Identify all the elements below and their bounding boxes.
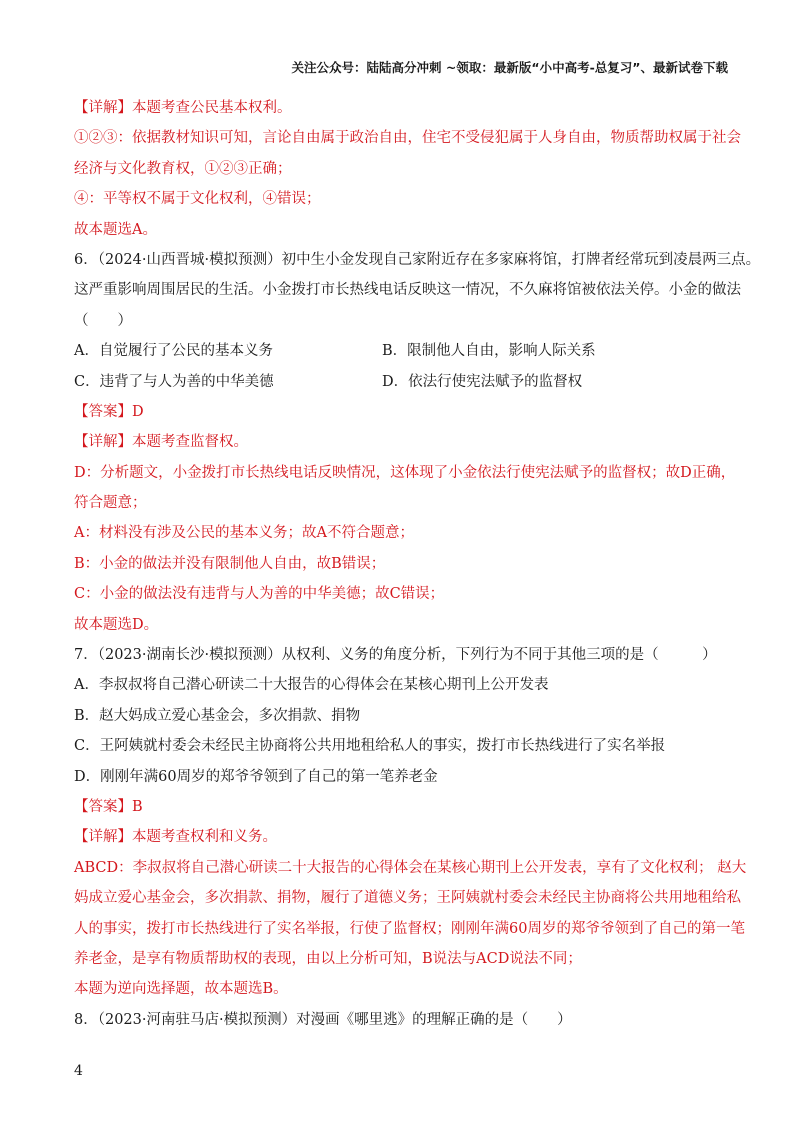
q7-explain-2: 妈成立爱心基金会，多次捐款、捐物，履行了道德义务；王阿姨就村委会未经民主协商将公共用地租给私 (74, 890, 741, 907)
page-number: 4 (74, 1063, 83, 1079)
q6-stem-2: 这严重影响周围居民的生活。小金拨打市长热线电话反映这一情况，不久麻将馆被依法关停。小金的做法 (74, 282, 741, 299)
q6-option-a: A．自觉履行了公民的基本义务 (74, 343, 273, 360)
q7-explain-1: ABCD：李叔叔将自己潜心研读二十大报告的心得体会在某核心期刊上公开发表，享有了文化权利； 赵大 (74, 859, 747, 876)
q6-option-c: C．违背了与人为善的中华美德 (74, 373, 274, 390)
q7-conclusion: 本题为逆向选择题，故本题选B。 (74, 981, 288, 998)
page-header: 关注公众号：陆陆高分冲刺 ~领取：最新版“小中高考-总复习”、最新试卷下载 (291, 60, 728, 75)
q6-explain-5: C：小金的做法没有违背与人为善的中华美德；故C错误； (74, 586, 445, 603)
q6-explain-1: D：分析题文，小金拨打市长热线电话反映情况，这体现了小金依法行使宪法赋予的监督权；故D正确， (74, 464, 736, 481)
q7-detail: 【详解】本题考查权利和义务。 (74, 829, 277, 846)
q7-option-a: A．李叔叔将自己潜心研读二十大报告的心得体会在某核心期刊上公开发表 (74, 677, 549, 694)
q7-option-b: B．赵大妈成立爱心基金会，多次捐款、捐物 (74, 707, 361, 724)
q5-explain-2: 经济与文化教育权，①②③正确； (74, 160, 292, 177)
q5-explain-3: ④：平等权不属于文化权利，④错误； (74, 191, 321, 208)
q8-stem: 8．（2023·河南驻马店·模拟预测）对漫画《哪里逃》的理解正确的是（ ） (74, 1011, 572, 1028)
q6-conclusion: 故本题选D。 (74, 616, 159, 633)
q5-conclusion: 故本题选A。 (74, 221, 157, 238)
q5-detail: 【详解】本题考查公民基本权利。 (74, 100, 292, 116)
q6-explain-4: B：小金的做法并没有限制他人自由，故B错误； (74, 555, 386, 572)
q7-option-d: D．刚刚年满60周岁的郑爷爷领到了自己的第一笔养老金 (74, 768, 438, 785)
q6-answer-blank: （ ） (74, 312, 132, 329)
q6-options-row-1 (74, 341, 734, 371)
q6-detail: 【详解】本题考查监督权。 (74, 434, 248, 451)
q6-stem-1: 6．（2024·山西晋城·模拟预测）初中生小金发现自己家附近存在多家麻将馆，打牌者经常玩到凌晨两三点。 (74, 251, 761, 268)
q6-explain-2: 符合题意； (74, 495, 147, 512)
q7-explain-3: 人的事实，拨打市长热线进行了实名举报，行使了监督权；刚刚年满60周岁的郑爷爷领到了自己的第一笔 (74, 920, 745, 937)
q7-explain-4: 养老金，是享有物质帮助权的表现，由以上分析可知，B说法与ACD说法不同； (74, 950, 582, 967)
q6-options-row-2 (74, 372, 734, 402)
q7-stem: 7．（2023·湖南长沙·模拟预测）从权利、义务的角度分析，下列行为不同于其他三项的是（ ） (74, 647, 717, 664)
q6-answer: 【答案】D (74, 403, 144, 420)
q7-answer: 【答案】B (74, 798, 143, 815)
document-body (74, 98, 761, 1040)
q7-option-c: C．王阿姨就村委会未经民主协商将公共用地租给私人的事实，拨打市长热线进行了实名举报 (74, 738, 666, 755)
q6-option-d: D．依法行使宪法赋予的监督权 (382, 373, 583, 390)
q6-explain-3: A：材料没有涉及公民的基本义务；故A不符合题意； (74, 525, 414, 542)
q6-option-b: B．限制他人自由，影响人际关系 (382, 343, 596, 360)
q5-explain-1: ①②③：依据教材知识可知，言论自由属于政治自由，住宅不受侵犯属于人身自由，物质帮助权属于社会 (74, 130, 741, 147)
